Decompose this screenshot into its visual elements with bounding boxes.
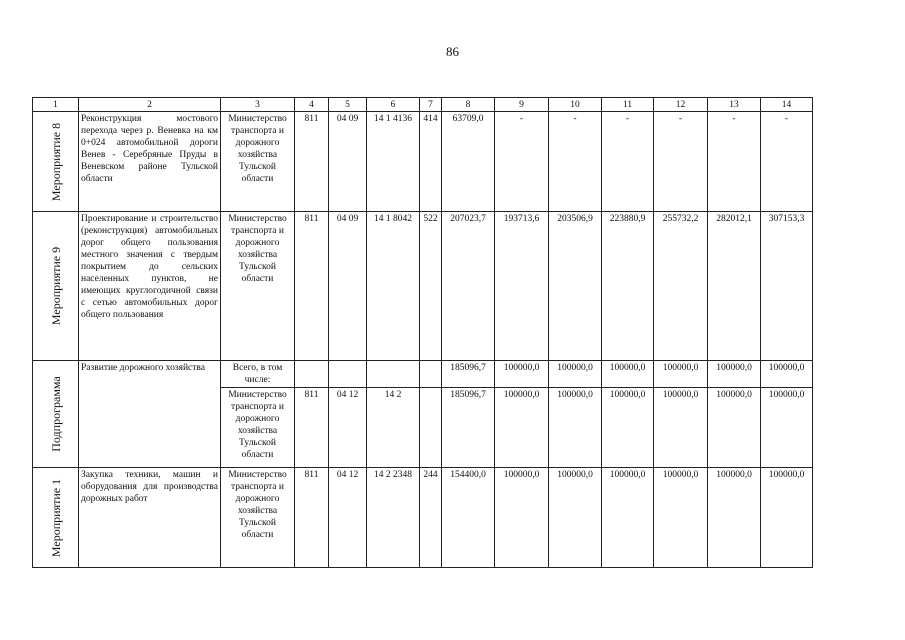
value-cell: 100000,0 — [761, 468, 813, 568]
code-section: 04 12 — [329, 388, 367, 468]
activity-name: Проектирование и строительство (реконструкция) автомобильных дорог общего пользования местного значения с твердым покрытием до сельских населенных пунктов, не имеющих круглогодичной связи с сетью автомобильных дорог общего пользования — [79, 212, 221, 361]
value-cell: 100000,0 — [761, 388, 813, 468]
value-cell: 203506,9 — [549, 212, 602, 361]
value-cell: 63709,0 — [442, 112, 495, 212]
value-cell: 100000,0 — [549, 361, 602, 388]
value-cell: 193713,6 — [495, 212, 549, 361]
executor: Министерство транспорта и дорожного хозяйства Тульской области — [221, 212, 295, 361]
value-cell: 223880,9 — [602, 212, 654, 361]
header-row — [33, 98, 813, 112]
value-cell: 100000,0 — [654, 361, 708, 388]
value-cell: 100000,0 — [549, 388, 602, 468]
row-side-label: Мероприятие 9 — [33, 212, 79, 361]
executor: Министерство транспорта и дорожного хозяйства Тульской области — [221, 112, 295, 212]
value-cell: - — [549, 112, 602, 212]
table-row — [33, 468, 813, 568]
code-ministry: 811 — [295, 388, 329, 468]
value-cell: - — [654, 112, 708, 212]
code-target — [367, 361, 420, 388]
code-target: 14 1 8042 — [367, 212, 420, 361]
value-cell: - — [602, 112, 654, 212]
code-ministry: 811 — [295, 112, 329, 212]
code-type: 244 — [420, 468, 442, 568]
header-cell: 5 — [329, 98, 367, 112]
program-table — [32, 97, 813, 568]
header-cell: 7 — [420, 98, 442, 112]
value-cell: - — [708, 112, 761, 212]
code-type: 414 — [420, 112, 442, 212]
activity-name: Реконструкция мостового перехода через р. Веневка на км 0+024 автомобильной дороги Венев - Серебряные Пруды в Веневском районе Тульской области — [79, 112, 221, 212]
header-cell: 9 — [495, 98, 549, 112]
code-section: 04 09 — [329, 212, 367, 361]
value-cell: 100000,0 — [495, 388, 549, 468]
code-type — [420, 361, 442, 388]
table-row-total — [33, 361, 813, 388]
value-cell: 185096,7 — [442, 361, 495, 388]
value-cell: 100000,0 — [761, 361, 813, 388]
value-cell: 100000,0 — [602, 388, 654, 468]
executor: Министерство транспорта и дорожного хозяйства Тульской области — [221, 388, 295, 468]
value-cell: 100000,0 — [708, 361, 761, 388]
code-section — [329, 361, 367, 388]
value-cell: 255732,2 — [654, 212, 708, 361]
header-cell: 8 — [442, 98, 495, 112]
header-cell: 2 — [79, 98, 221, 112]
code-target: 14 2 — [367, 388, 420, 468]
value-cell: 307153,3 — [761, 212, 813, 361]
value-cell: 100000,0 — [495, 361, 549, 388]
code-target: 14 2 2348 — [367, 468, 420, 568]
page-number: 86 — [446, 44, 459, 59]
value-cell: 100000,0 — [602, 361, 654, 388]
row-side-label: Подпрограмма — [33, 361, 79, 468]
code-type — [420, 388, 442, 468]
value-cell: 100000,0 — [549, 468, 602, 568]
header-cell: 14 — [761, 98, 813, 112]
code-ministry — [295, 361, 329, 388]
header-cell: 6 — [367, 98, 420, 112]
activity-name: Развитие дорожного хозяйства — [79, 361, 221, 468]
header-cell: 3 — [221, 98, 295, 112]
value-cell: - — [495, 112, 549, 212]
header-cell: 11 — [602, 98, 654, 112]
code-section: 04 12 — [329, 468, 367, 568]
table-row — [33, 112, 813, 212]
value-cell: 100000,0 — [708, 468, 761, 568]
table-row — [33, 212, 813, 361]
executor: Министерство транспорта и дорожного хозяйства Тульской области — [221, 468, 295, 568]
value-cell: 185096,7 — [442, 388, 495, 468]
code-target: 14 1 4136 — [367, 112, 420, 212]
value-cell: 100000,0 — [708, 388, 761, 468]
value-cell: 100000,0 — [654, 468, 708, 568]
value-cell: 100000,0 — [602, 468, 654, 568]
activity-name: Закупка техники, машин и оборудования для производства дорожных работ — [79, 468, 221, 568]
header-cell: 13 — [708, 98, 761, 112]
row-side-label: Мероприятие 8 — [33, 112, 79, 212]
value-cell: 207023,7 — [442, 212, 495, 361]
header-cell: 4 — [295, 98, 329, 112]
code-ministry: 811 — [295, 212, 329, 361]
value-cell: 100000,0 — [654, 388, 708, 468]
header-cell: 1 — [33, 98, 79, 112]
value-cell: 100000,0 — [495, 468, 549, 568]
value-cell: 282012,1 — [708, 212, 761, 361]
header-cell: 10 — [549, 98, 602, 112]
code-section: 04 09 — [329, 112, 367, 212]
code-type: 522 — [420, 212, 442, 361]
value-cell: - — [761, 112, 813, 212]
executor-total: Всего, в том числе: — [221, 361, 295, 388]
header-cell: 12 — [654, 98, 708, 112]
value-cell: 154400,0 — [442, 468, 495, 568]
row-side-label: Мероприятие 1 — [33, 468, 79, 568]
code-ministry: 811 — [295, 468, 329, 568]
